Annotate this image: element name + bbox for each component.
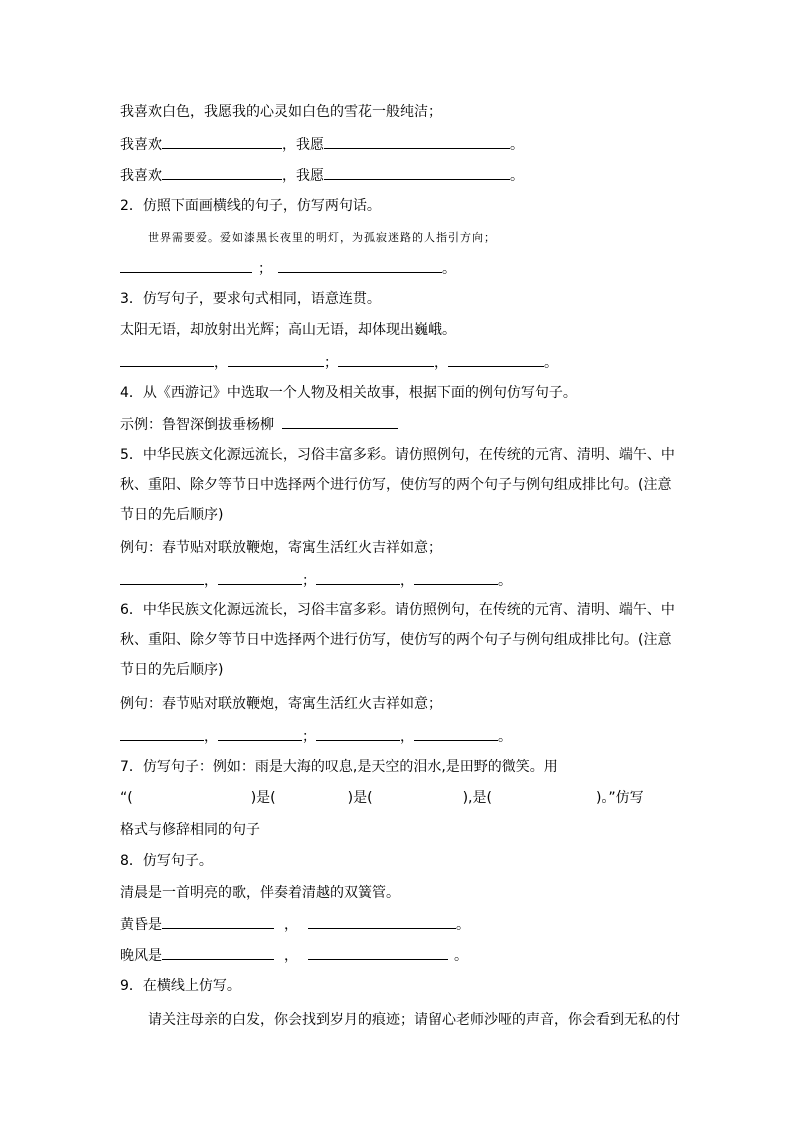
blank-line[interactable] [316,570,400,585]
q8-comma-2: ， [284,948,298,964]
q7-part-2: )是( [250,790,276,806]
blank-line[interactable] [120,726,204,741]
blank-line[interactable] [162,914,274,929]
q5-end: 。 [498,573,512,589]
q1-line-1-mid: ，我愿 [282,137,324,153]
q4-title: 4．从《西游记》中选取一个人物及相关故事，根据下面的例句仿写句子。 [120,385,577,401]
q2-end: 。 [442,261,456,277]
blank-line[interactable] [414,726,498,741]
blank-line[interactable] [308,945,448,960]
q1-line-2-mid: ，我愿 [282,168,324,184]
q9-title: 9．在横线上仿写。 [120,978,241,994]
q6-answer-line [120,726,512,747]
q8-end: 。 [456,917,470,933]
q2-example: 世界需要爱。爱如漆黑长夜里的明灯，为孤寂迷路的人指引方向； [148,231,496,244]
q5-semi: ； [302,573,316,589]
q8-line-1 [120,914,470,935]
blank-line[interactable] [218,570,302,585]
q1-line-1 [120,134,524,155]
blank-line[interactable] [324,134,510,149]
q1-example: 我喜欢白色，我愿我的心灵如白色的雪花一般纯洁； [120,104,442,120]
q5-comma: ， [204,573,218,589]
q7-part-3: )是( [347,790,373,806]
blank-line[interactable] [282,414,398,429]
q4-example-line [120,414,398,435]
q1-line-1-prefix: 我喜欢 [120,137,162,153]
q9-text: 请关注母亲的白发，你会找到岁月的痕迹；请留心老师沙哑的声音，你会看到无私的付 [148,1012,680,1028]
q3-answer-line [120,352,558,373]
blank-line[interactable] [162,134,282,149]
q6-end: 。 [498,729,512,745]
q1-line-2-end: 。 [510,168,524,184]
q3-comma-2: ， [434,355,448,371]
q7-title: 7．仿写句子：例如：雨是大海的叹息,是天空的泪水,是田野的微笑。用 [120,759,558,775]
q6-example: 例句：春节贴对联放鞭炮，寄寓生活红火吉祥如意； [120,696,442,712]
q8-a-label: 黄昏是 [120,917,162,933]
q8-line-2 [120,945,468,966]
q6-text: 6．中华民族文化源远流长，习俗丰富多彩。请仿照例句，在传统的元宵、清明、端午、中秋、重阳、除夕等节日中选择两个进行仿写，使仿写的两个句子与例句组成排比句。(注意节日的先后顺序) [120,602,675,678]
blank-line[interactable] [120,352,214,367]
q7-part-4: ),是( [462,790,492,806]
q5-answer-line [120,570,512,591]
q8-example: 清晨是一首明亮的歌，伴奏着清越的双簧管。 [120,885,400,901]
q2-sep: ； [258,261,272,277]
blank-line[interactable] [448,352,544,367]
q1-line-2-prefix: 我喜欢 [120,168,162,184]
q7-part-5: )。”仿写 [595,790,644,806]
q3-comma: ， [214,355,228,371]
q8-end-2: 。 [454,948,468,964]
blank-line[interactable] [324,165,510,180]
q5-example: 例句：春节贴对联放鞭炮，寄寓生活红火吉祥如意； [120,540,442,556]
blank-line[interactable] [338,352,434,367]
q6-comma-2: ， [400,729,414,745]
q8-title: 8．仿写句子。 [120,853,213,869]
blank-line[interactable] [162,165,282,180]
blank-line[interactable] [218,726,302,741]
blank-line[interactable] [414,570,498,585]
q2-title: 2．仿照下面画横线的句子，仿写两句话。 [120,198,381,214]
q2-answer-line [120,258,456,279]
blank-line[interactable] [278,258,442,273]
q3-semi: ； [324,355,338,371]
q7-part-1: “( [120,790,133,806]
q3-example: 太阳无语，却放射出光辉；高山无语，却体现出巍峨。 [120,322,456,338]
q3-title: 3．仿写句子，要求句式相同，语意连贯。 [120,291,381,307]
q3-end: 。 [544,355,558,371]
q7-tail: 格式与修辞相同的句子 [120,822,260,838]
blank-line[interactable] [228,352,324,367]
q6-semi: ； [302,729,316,745]
blank-line[interactable] [120,570,204,585]
q8-comma: ， [284,917,298,933]
blank-line[interactable] [120,258,252,273]
blank-line[interactable] [308,914,456,929]
q4-example: 示例：鲁智深倒拔垂杨柳 [120,417,274,433]
q6-comma: ， [204,729,218,745]
q1-line-1-end: 。 [510,137,524,153]
q5-comma-2: ， [400,573,414,589]
q8-b-label: 晚风是 [120,948,162,964]
q7-template-line [120,788,644,808]
blank-line[interactable] [316,726,400,741]
q1-line-2 [120,165,524,186]
blank-line[interactable] [162,945,274,960]
q5-text: 5．中华民族文化源远流长，习俗丰富多彩。请仿照例句，在传统的元宵、清明、端午、中秋、重阳、除夕等节日中选择两个进行仿写，使仿写的两个句子与例句组成排比句。(注意节日的先后顺序) [120,447,675,523]
